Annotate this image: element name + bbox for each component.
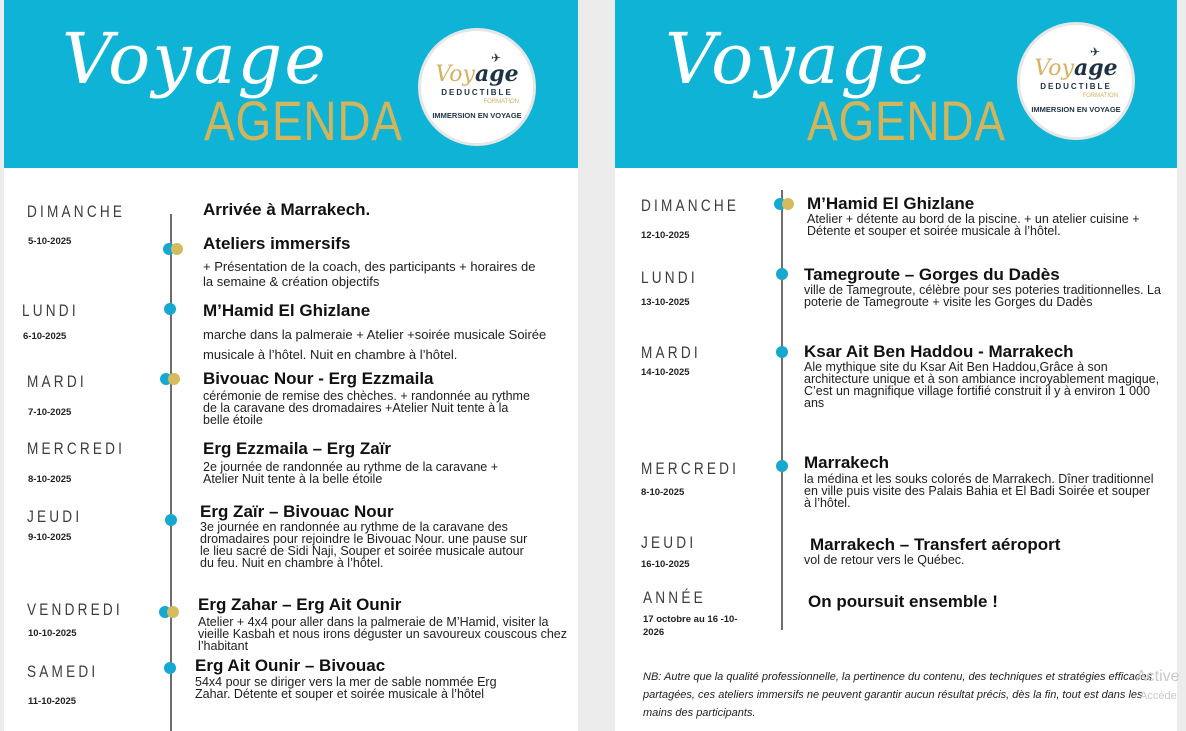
- date-label: 14-10-2025: [641, 367, 690, 378]
- voyage-script-title: Voyage: [62, 18, 328, 100]
- timeline-dot: [164, 662, 176, 674]
- event-title: Ateliers immersifs: [203, 234, 351, 253]
- timeline-dot: [776, 460, 788, 472]
- timeline-line: [170, 214, 172, 731]
- timeline-line: [781, 190, 783, 630]
- logo-badge: ✈ Voyage DEDUCTIBLE FORMATION IMMERSION EN VOYAGE: [1017, 22, 1135, 140]
- event-description: 2e journée de randonnée au rythme de la caravane + Atelier Nuit tente à la belle étoile: [203, 460, 499, 486]
- event-title: Ksar Ait Ben Haddou - Marrakech: [804, 342, 1074, 361]
- date-label: 16-10-2025: [641, 559, 690, 570]
- event-description: Atelier + 4x4 pour aller dans la palmeraie de M’Hamid, visiter la vieille Kasbah et nous irons déguster un savoureux couscous chez l’habitant: [198, 615, 567, 653]
- day-label: MERCREDI: [27, 439, 126, 458]
- paper-plane-icon: ✈: [491, 51, 502, 65]
- day-label: SAMEDI: [27, 662, 99, 681]
- date-label: 6-10-2025: [23, 331, 67, 342]
- date-label: 8-10-2025: [28, 474, 72, 485]
- event-description: ville de Tamegroute, célèbre pour ses poteries traditionnelles. La poterie de Tamegroute + visite les Gorges du Dadès: [804, 283, 1161, 309]
- agenda-title: AGENDA: [807, 89, 1006, 152]
- event-title: Erg Zaïr – Bivouac Nour: [200, 502, 394, 521]
- day-label: MARDI: [641, 343, 701, 362]
- date-label: 8-10-2025: [641, 487, 685, 498]
- date-label: 11-10-2025: [28, 696, 77, 707]
- event-description: Ale mythique site du Ksar Ait Ben Haddou,Grâce à son architecture unique et à son ambiance incroyablement magique, C’est un magnifique village fortifié construit il y à environ 1 000 ans: [804, 360, 1160, 410]
- header-banner: [615, 0, 1177, 168]
- event-title: M’Hamid El Ghizlane: [807, 194, 975, 213]
- date-label: 7-10-2025: [28, 407, 72, 418]
- timeline-dot: [776, 346, 788, 358]
- date-label: 12-10-2025: [641, 230, 690, 241]
- date-label: 10-10-2025: [28, 628, 77, 639]
- timeline-dot: [165, 514, 177, 526]
- header-banner: [4, 0, 578, 168]
- day-label: VENDREDI: [27, 600, 123, 619]
- event-title: Tamegroute – Gorges du Dadès: [804, 265, 1060, 284]
- timeline-dot-gold: [171, 243, 183, 255]
- event-description: Atelier + détente au bord de la piscine. + un atelier cuisine + Détente et souper et soirée musicale à l’hôtel.: [807, 212, 1140, 238]
- event-description: + Présentation de la coach, des participants + horaires de la semaine & création objectifs: [203, 259, 536, 289]
- event-description: 54x4 pour se diriger vers la mer de sable nommée Erg Zahar. Détente et souper et soirée musicale à l’hôtel: [195, 675, 497, 701]
- event-title: Arrivée à Marrakech.: [203, 200, 371, 219]
- agenda-page-right: [615, 0, 1177, 731]
- disclaimer-note: NB: Autre que la qualité professionnelle, la pertinence du contenu, des techniques et stratégies efficaces partagées, ces ateliers immersifs ne peuvent garantir aucun résultat précis, dès la fin, tout est dans les mains des participants.: [643, 671, 1152, 719]
- day-label: JEUDI: [27, 507, 83, 526]
- date-label: 13-10-2025: [641, 297, 690, 308]
- day-label: DIMANCHE: [27, 202, 126, 221]
- timeline-dot-gold: [168, 373, 180, 385]
- event-title: M’Hamid El Ghizlane: [203, 301, 371, 320]
- day-label: MARDI: [27, 372, 87, 391]
- event-title: On poursuit ensemble !: [808, 592, 998, 611]
- event-description: la médina et les souks colorés de Marrakech. Dîner traditionnel en ville puis visite des Palais Bahia et El Badi Soirée et souper à l’hôtel.: [804, 472, 1154, 510]
- event-description: vol de retour vers le Québec.: [804, 553, 965, 567]
- logo-badge: ✈ Voyage DEDUCTIBLE FORMATION IMMERSION EN VOYAGE: [418, 28, 536, 146]
- voyage-script-title: Voyage: [665, 18, 931, 100]
- timeline-dot-gold: [167, 606, 179, 618]
- timeline-dot: [776, 268, 788, 280]
- timeline-dot: [164, 303, 176, 315]
- day-label: LUNDI: [641, 268, 698, 287]
- event-title: Marrakech: [804, 453, 890, 472]
- day-label: DIMANCHE: [641, 196, 740, 215]
- agenda-page-left: [4, 0, 578, 731]
- watermark-text: Active: [1136, 668, 1180, 685]
- event-title: Erg Ait Ounir – Bivouac: [195, 656, 386, 675]
- agenda-title: AGENDA: [204, 89, 403, 152]
- event-description: marche dans la palmeraie + Atelier +soirée musicale Soirée musicale à l’hôtel. Nuit en chambre à l’hôtel.: [203, 327, 547, 362]
- day-label: ANNÉE: [643, 588, 706, 607]
- event-title: Erg Zahar – Erg Ait Ounir: [198, 595, 402, 614]
- day-label: JEUDI: [641, 533, 697, 552]
- event-title: Marrakech – Transfert aéroport: [810, 535, 1061, 554]
- event-description: cérémonie de remise des chèches. + randonnée au rythme de la caravane des dromadaires +Atelier Nuit tente à la belle étoile: [203, 389, 530, 427]
- date-label: 9-10-2025: [28, 532, 72, 543]
- event-description: 3e journée en randonnée au rythme de la caravane des dromadaires pour rejoindre le Bivouac Nour. une pause sur le lieu sacré de Sidi Naji, Souper et soirée musicale autour du feu. Nuit en chambre à l’hôtel.: [200, 520, 528, 570]
- timeline-dot-gold: [782, 198, 794, 210]
- date-label: 17 octobre au 16 -10-2026: [643, 614, 738, 638]
- day-label: LUNDI: [22, 301, 79, 320]
- event-title: Bivouac Nour - Erg Ezzmaila: [203, 369, 434, 388]
- date-label: 5-10-2025: [28, 236, 72, 247]
- day-label: MERCREDI: [641, 459, 740, 478]
- event-title: Erg Ezzmaila – Erg Zaïr: [203, 439, 392, 458]
- paper-plane-icon: ✈: [1090, 45, 1101, 59]
- watermark-subtext: Accéde: [1140, 690, 1177, 702]
